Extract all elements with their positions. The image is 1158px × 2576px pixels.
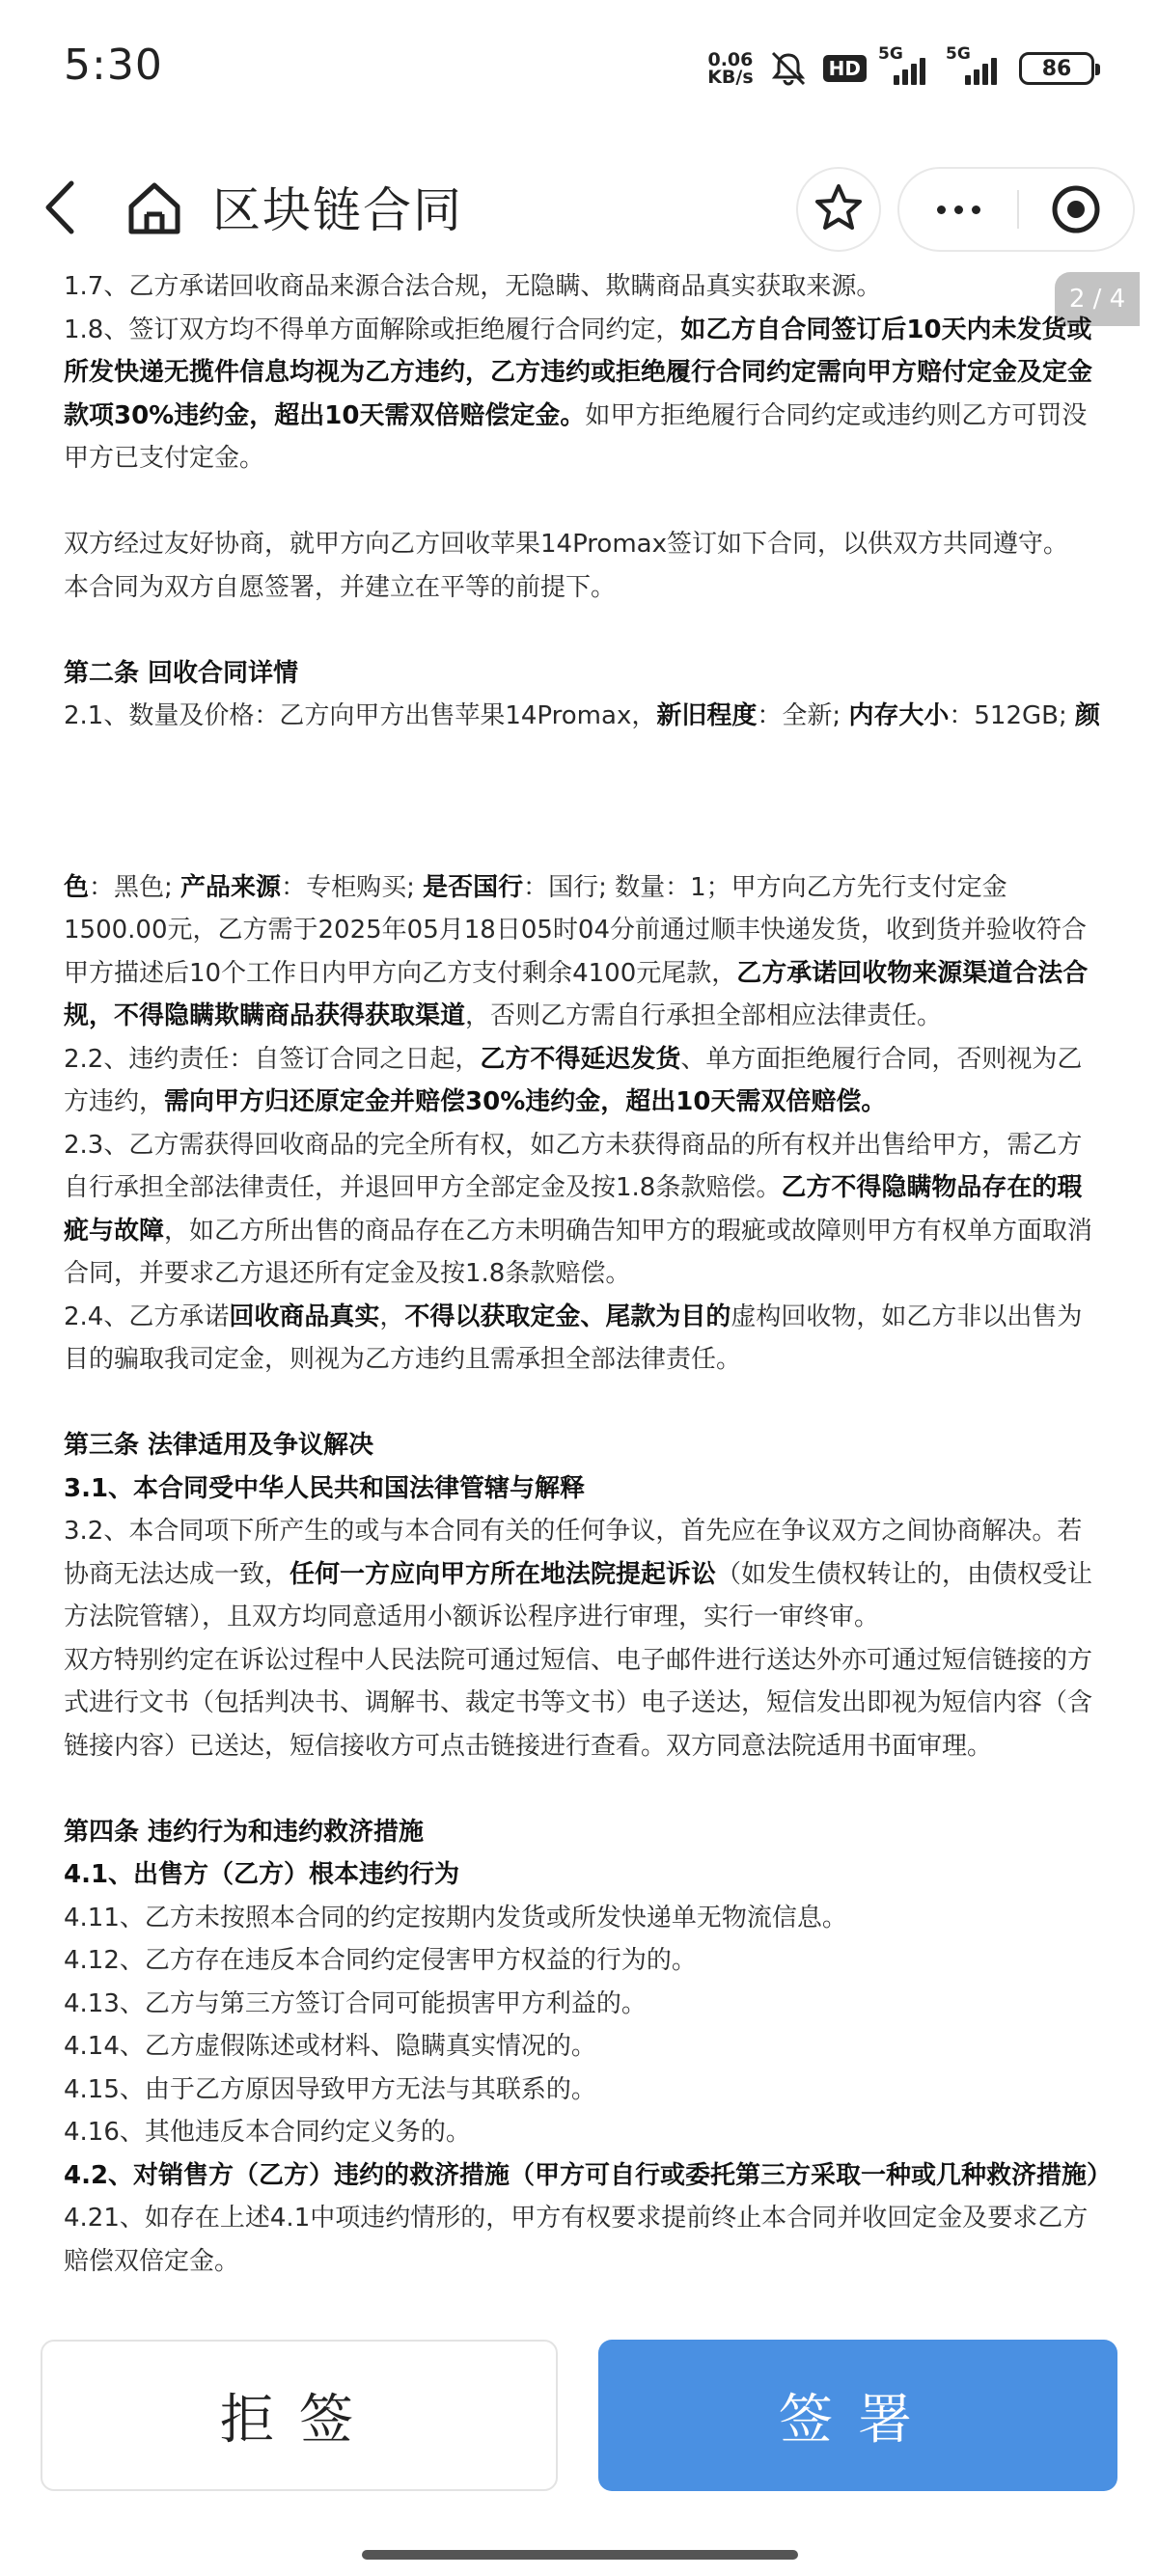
article-2-title: 第二条 回收合同详情 bbox=[64, 658, 299, 688]
signal-icon: 5G bbox=[880, 52, 934, 85]
contract-document bbox=[64, 265, 1113, 2283]
clause-4-1: 4.1、出售方（乙方）根本违约行为 bbox=[64, 1860, 460, 1889]
reject-button[interactable]: 拒签 bbox=[41, 2340, 558, 2491]
clause-1-7: 1.7、乙方承诺回收商品来源合法合规，无隐瞒、欺瞒商品真实获取来源。 bbox=[64, 272, 882, 301]
clause-3-2: 3.2、本合同项下所产生的或与本合同有关的任何争议，首先应在争议双方之间协商解决。若协商无法达成一致，任何一方应向甲方所在地法院提起诉讼（如发生债权转让的，由债权受让方法院管辖），且双方均同意适用小额诉讼程序进行审理，实行一审终审。 bbox=[64, 1517, 1093, 1631]
back-arrow-icon[interactable] bbox=[37, 174, 95, 241]
page-indicator: 2 / 4 bbox=[1055, 272, 1140, 326]
status-icons bbox=[707, 44, 1094, 93]
intro-paragraph-1: 双方经过友好协商，就甲方向乙方回收苹果14Promax签订如下合同，以供双方共同遵守。 bbox=[64, 530, 1068, 559]
mute-icon bbox=[767, 49, 810, 88]
hd-icon: HD bbox=[823, 55, 867, 82]
home-indicator[interactable] bbox=[362, 2550, 798, 2560]
mini-program-capsule bbox=[897, 167, 1135, 252]
nav-bar bbox=[0, 135, 1158, 280]
status-bar bbox=[0, 0, 1158, 135]
target-close-icon[interactable] bbox=[1019, 169, 1133, 250]
clause-4-16: 4.16、其他违反本合同约定义务的。 bbox=[64, 2118, 471, 2147]
sign-button[interactable]: 签署 bbox=[598, 2340, 1117, 2491]
signal-icon-2: 5G bbox=[948, 52, 1006, 85]
clause-2-4: 2.4、乙方承诺回收商品真实，不得以获取定金、尾款为目的虚构回收物，如乙方非以出售为目的骗取我司定金，则视为乙方违约且需承担全部法律责任。 bbox=[64, 1302, 1083, 1374]
star-icon bbox=[813, 182, 864, 236]
clause-2-1-line1: 2.1、数量及价格：乙方向甲方出售苹果14Promax，新旧程度：全新; 内存大小：512GB; 颜 bbox=[64, 701, 1101, 730]
battery-icon: 86 bbox=[1019, 52, 1094, 85]
net-speed: 0.06 KB/s bbox=[707, 49, 754, 88]
clause-2-2: 2.2、违约责任：自签订合同之日起，乙方不得延迟发货、单方面拒绝履行合同，否则视为乙方违约，需向甲方归还原定金并赔偿30%违约金，超出10天需双倍赔偿。 bbox=[64, 1044, 1083, 1116]
intro-paragraph-2: 本合同为双方自愿签署，并建立在平等的前提下。 bbox=[64, 572, 617, 602]
clause-4-13: 4.13、乙方与第三方签订合同可能损害甲方利益的。 bbox=[64, 1988, 647, 2018]
article-4-title: 第四条 违约行为和违约救济措施 bbox=[64, 1817, 425, 1847]
clause-4-12: 4.12、乙方存在违反本合同约定侵害甲方权益的行为的。 bbox=[64, 1946, 697, 1975]
status-time: 5:30 bbox=[64, 41, 163, 90]
clause-3-1: 3.1、本合同受中华人民共和国法律管辖与解释 bbox=[64, 1473, 586, 1503]
more-icon[interactable] bbox=[899, 169, 1017, 250]
clause-1-8: 1.8、签订双方均不得单方面解除或拒绝履行合同约定，如乙方自合同签订后10天内未发货或所发快递无揽件信息均视为乙方违约，乙方违约或拒绝履行合同约定需向甲方赔付定金及定金款项30%违约金，超出10天需双倍赔偿定金。如甲方拒绝履行合同约定或违约则乙方可罚没甲方已支付定金。 bbox=[64, 315, 1093, 473]
page-title: 区块链合同 bbox=[212, 182, 463, 238]
clause-4-15: 4.15、由于乙方原因导致甲方无法与其联系的。 bbox=[64, 2074, 596, 2104]
clause-4-21: 4.21、如存在上述4.1中项违约情形的，甲方有权要求提前终止本合同并收回定金及要求乙方赔偿双倍定金。 bbox=[64, 2204, 1089, 2276]
clause-3-3: 双方特别约定在诉讼过程中人民法院可通过短信、电子邮件进行送达外亦可通过短信链接的方式进行文书（包括判决书、调解书、裁定书等文书）电子送达，短信发出即视为短信内容（含链接内容）已送达，短信接收方可点击链接进行查看。双方同意法院适用书面审理。 bbox=[64, 1645, 1093, 1761]
article-3-title: 第三条 法律适用及争议解决 bbox=[64, 1431, 374, 1460]
clause-4-11: 4.11、乙方未按照本合同的约定按期内发货或所发快递单无物流信息。 bbox=[64, 1903, 847, 1932]
clause-4-14: 4.14、乙方虚假陈述或材料、隐瞒真实情况的。 bbox=[64, 2032, 596, 2061]
clause-2-3: 2.3、乙方需获得回收商品的完全所有权，如乙方未获得商品的所有权并出售给甲方，需乙方自行承担全部法律责任，并退回甲方全部定金及按1.8条款赔偿。乙方不得隐瞒物品存在的瑕疵与故障，如乙方所出售的商品存在乙方未明确告知甲方的瑕疵或故障则甲方有权单方面取消合同，并要求乙方退还所有定金及按1.8条款赔偿。 bbox=[64, 1130, 1093, 1288]
clause-2-1-cont: 色：黑色; 产品来源：专柜购买; 是否国行：国行; 数量：1；甲方向乙方先行支付定金1500.00元，乙方需于2025年05月18日05时04分前通过顺丰快递发货，收到货并验收符合甲方描述后10个工作日内甲方向乙方支付剩余4100元尾款，乙方承诺回收物来源渠道合法合规，不得隐瞒欺瞒商品获得获取渠道，否则乙方需自行承担全部相应法律责任。 bbox=[64, 872, 1089, 1030]
clause-4-2: 4.2、对销售方（乙方）违约的救济措施（甲方可自行或委托第三方采取一种或几种救济措施） bbox=[64, 2160, 1113, 2190]
home-icon[interactable] bbox=[124, 178, 185, 239]
favorite-button[interactable] bbox=[796, 167, 881, 252]
